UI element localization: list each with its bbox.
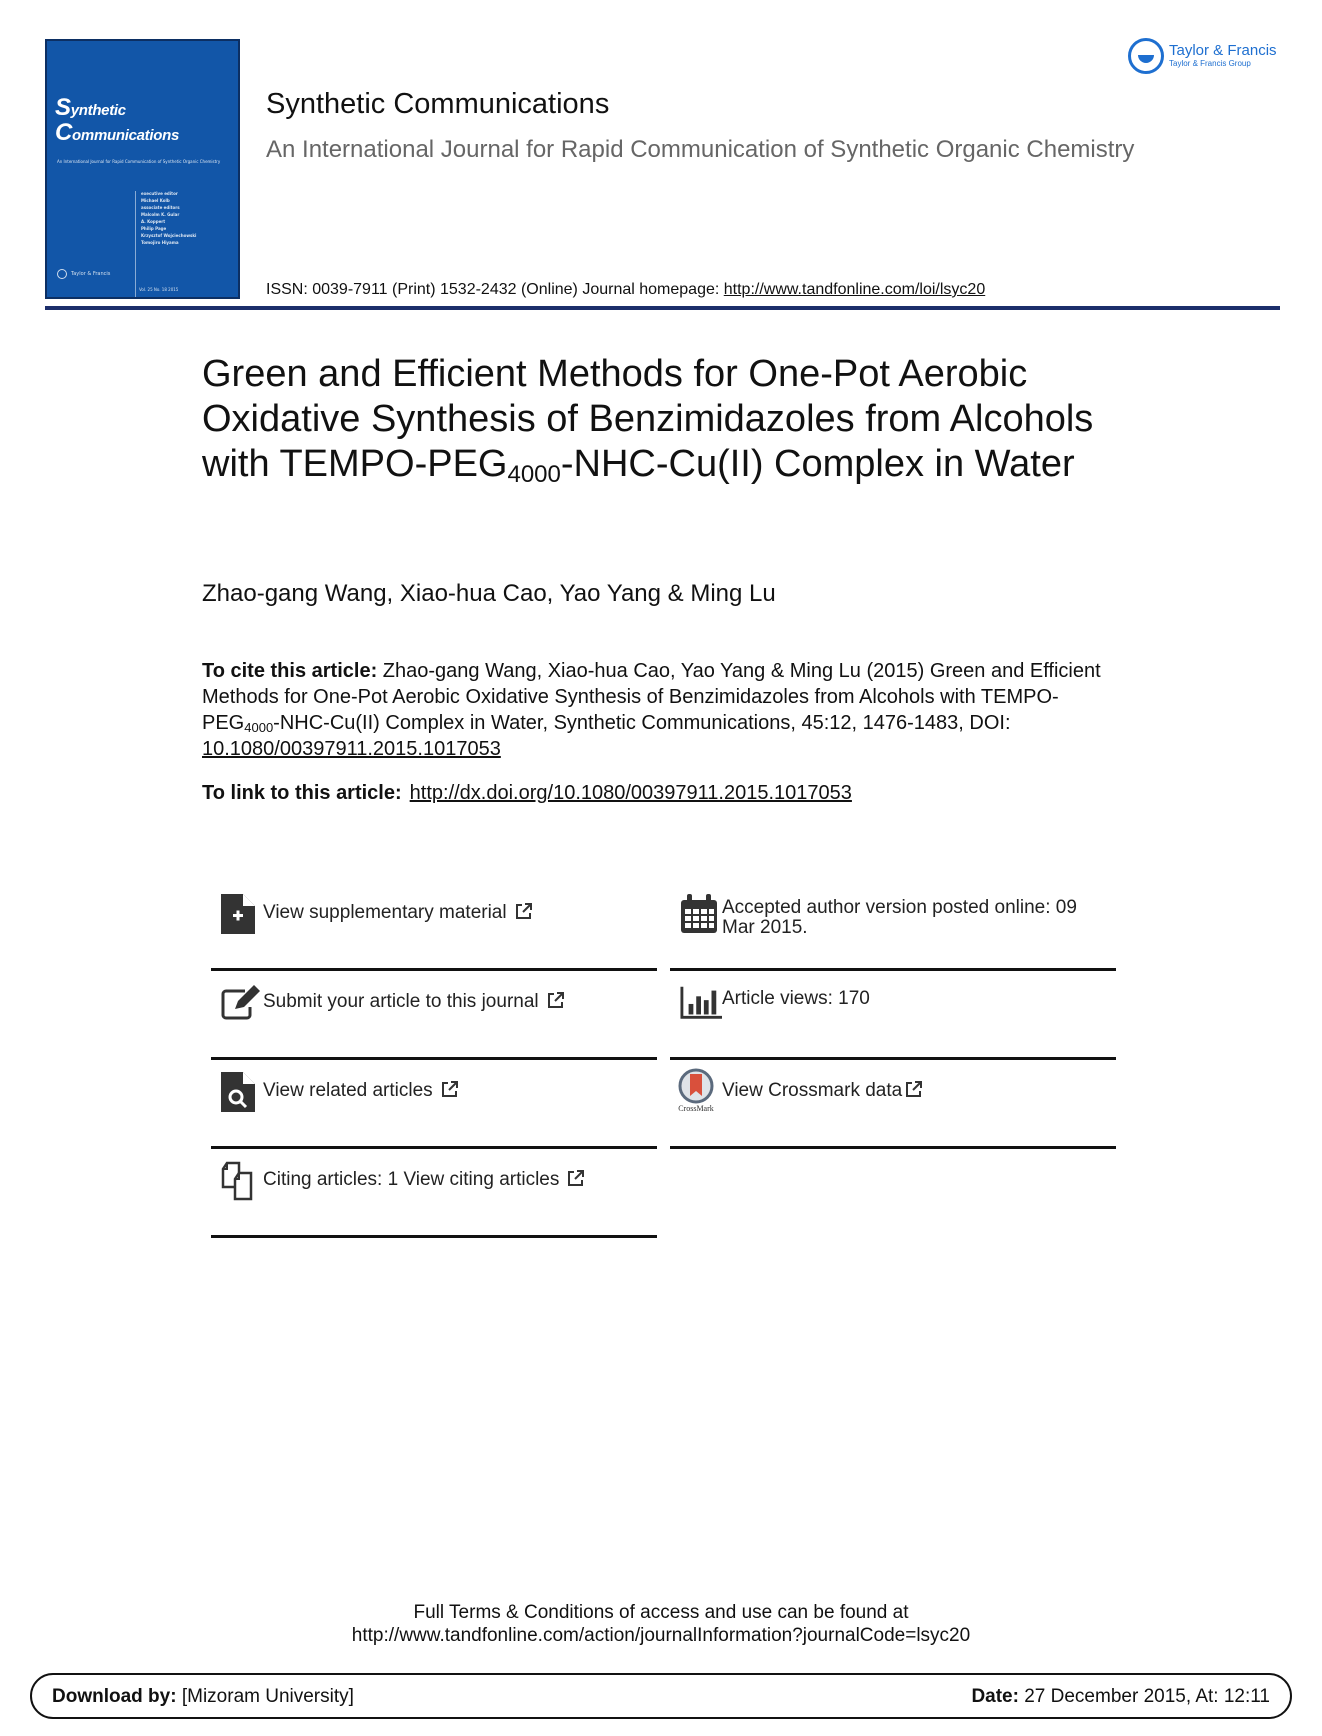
citation-text-end: -NHC-Cu(II) Complex in Water, Synthetic Communications, 45:12, 1476-1483, DOI: [273,712,1011,734]
title-text: Green and Efficient Methods for One-Pot Aerobic Oxidative Synthesis of Benzimidazoles from Alcohols with TEMPO-PEG [202,353,1094,485]
cover-title-line1: ynthetic [70,102,126,119]
view-citing-articles-button[interactable] [211,1149,657,1238]
citation-text: Zhao-gang Wang, Xiao-hua Cao, Yao Yang & Ming Lu (2015) Green and Efficient Methods for One-Pot Aerobic Oxidative Synthesis of Benzimidazoles from Alcohols with TEMPO-PEG [202,660,1101,734]
download-date [971,1686,1270,1708]
title-text-end: -NHC-Cu(II) Complex in Water [560,443,1075,485]
cover-initial-s: S [55,94,71,121]
download-label: Download by: [52,1686,177,1707]
citation-subscript: 4000 [244,720,274,735]
title-subscript: 4000 [507,461,561,488]
submit-article-button[interactable] [211,971,657,1060]
view-related-articles-button[interactable] [211,1060,657,1149]
publisher-logo[interactable] [1128,38,1277,74]
article-link-line [202,782,852,805]
accepted-label: Accepted author version posted online: 09 Mar 2015. [722,897,1077,938]
crossmark-label: View Crossmark data [722,1080,903,1101]
terms-notice [0,1601,1322,1647]
calendar-icon [670,890,722,938]
copy-documents-icon [211,1157,263,1205]
journal-cover-image [45,39,240,299]
article-doi-url[interactable]: http://dx.doi.org/10.1080/00397911.2015.1017053 [409,782,852,804]
terms-url[interactable]: http://www.tandfonline.com/action/journalInformation?journalCode=lsyc20 [351,1625,971,1646]
download-footer [30,1673,1292,1719]
link-label: To link to this article: [202,782,402,804]
cover-associate: A. Koppert [141,219,166,224]
cover-publisher: Taylor & Francis [71,271,111,277]
publisher-lamp-icon [1128,38,1164,74]
cover-associate: Tomojiro Hiyama [141,240,179,245]
accepted-version-info [670,882,1116,971]
views-label: Article views: 170 [722,988,870,1009]
external-link-icon [547,991,565,1014]
cover-associate: Philip Page [141,226,167,231]
article-title [202,352,1122,487]
article-authors: Zhao-gang Wang, Xiao-hua Cao, Yao Yang & Ming Lu [202,580,776,607]
external-link-icon [515,902,533,925]
view-supplementary-button[interactable] [211,882,657,971]
cover-title-line2: ommunications [72,127,179,144]
issn-line [266,281,985,299]
cover-associate-label: associate editors [141,205,180,210]
cover-editors [135,191,235,299]
cover-editor-label: executive editor [141,191,178,196]
terms-line1: Full Terms & Conditions of access and use can be found at [413,1602,909,1623]
date-value: 27 December 2015, At: 12:11 [1018,1686,1270,1707]
journal-name: Synthetic Communications [266,88,610,120]
external-link-icon [905,1080,923,1103]
file-search-icon [211,1068,263,1116]
cover-volume: Vol. 25 No. 18 2015 [139,287,179,292]
related-label: View related articles [263,1080,433,1101]
citing-label: Citing articles: 1 View citing articles [263,1169,560,1190]
download-by [52,1686,354,1708]
external-link-icon [567,1169,585,1192]
crossmark-badge-text: CrossMark [678,1104,714,1113]
date-label: Date: [971,1686,1019,1707]
cover-subtitle: An International Journal for Rapid Communication of Synthetic Organic Chemistry [57,159,221,164]
citation-block [202,658,1122,762]
publisher-group: Taylor & Francis Group [1169,59,1251,68]
crossmark-icon [670,1068,722,1116]
download-value: [Mizoram University] [176,1686,354,1707]
submit-label: Submit your article to this journal [263,991,539,1012]
cover-publisher-logo [57,269,110,279]
issn-text: ISSN: 0039-7911 (Print) 1532-2432 (Online) Journal homepage: [266,281,724,298]
doi-link[interactable]: 10.1080/00397911.2015.1017053 [202,738,501,760]
file-plus-icon [211,890,263,938]
bar-chart-icon [670,979,722,1027]
edit-icon [211,979,263,1027]
journal-subtitle: An International Journal for Rapid Communication of Synthetic Organic Chemistry [266,136,1135,163]
cover-associate: Krzysztof Wojciechowski [141,233,197,238]
article-views-info [670,971,1116,1060]
publisher-name: Taylor & Francis [1169,42,1277,59]
citation-label: To cite this article: [202,660,378,682]
publisher-lamp-icon [57,269,67,279]
cover-associate: Malcolm K. Gular [141,212,180,217]
journal-homepage-link[interactable]: http://www.tandfonline.com/loi/lsyc20 [723,281,986,298]
header-divider [45,306,1280,310]
cover-editor: Michael Kolb [141,198,170,203]
supplementary-label: View supplementary material [263,902,507,923]
external-link-icon [441,1080,459,1103]
cover-title [55,94,179,147]
view-crossmark-button[interactable] [670,1060,1116,1149]
cover-initial-c: C [55,119,73,146]
